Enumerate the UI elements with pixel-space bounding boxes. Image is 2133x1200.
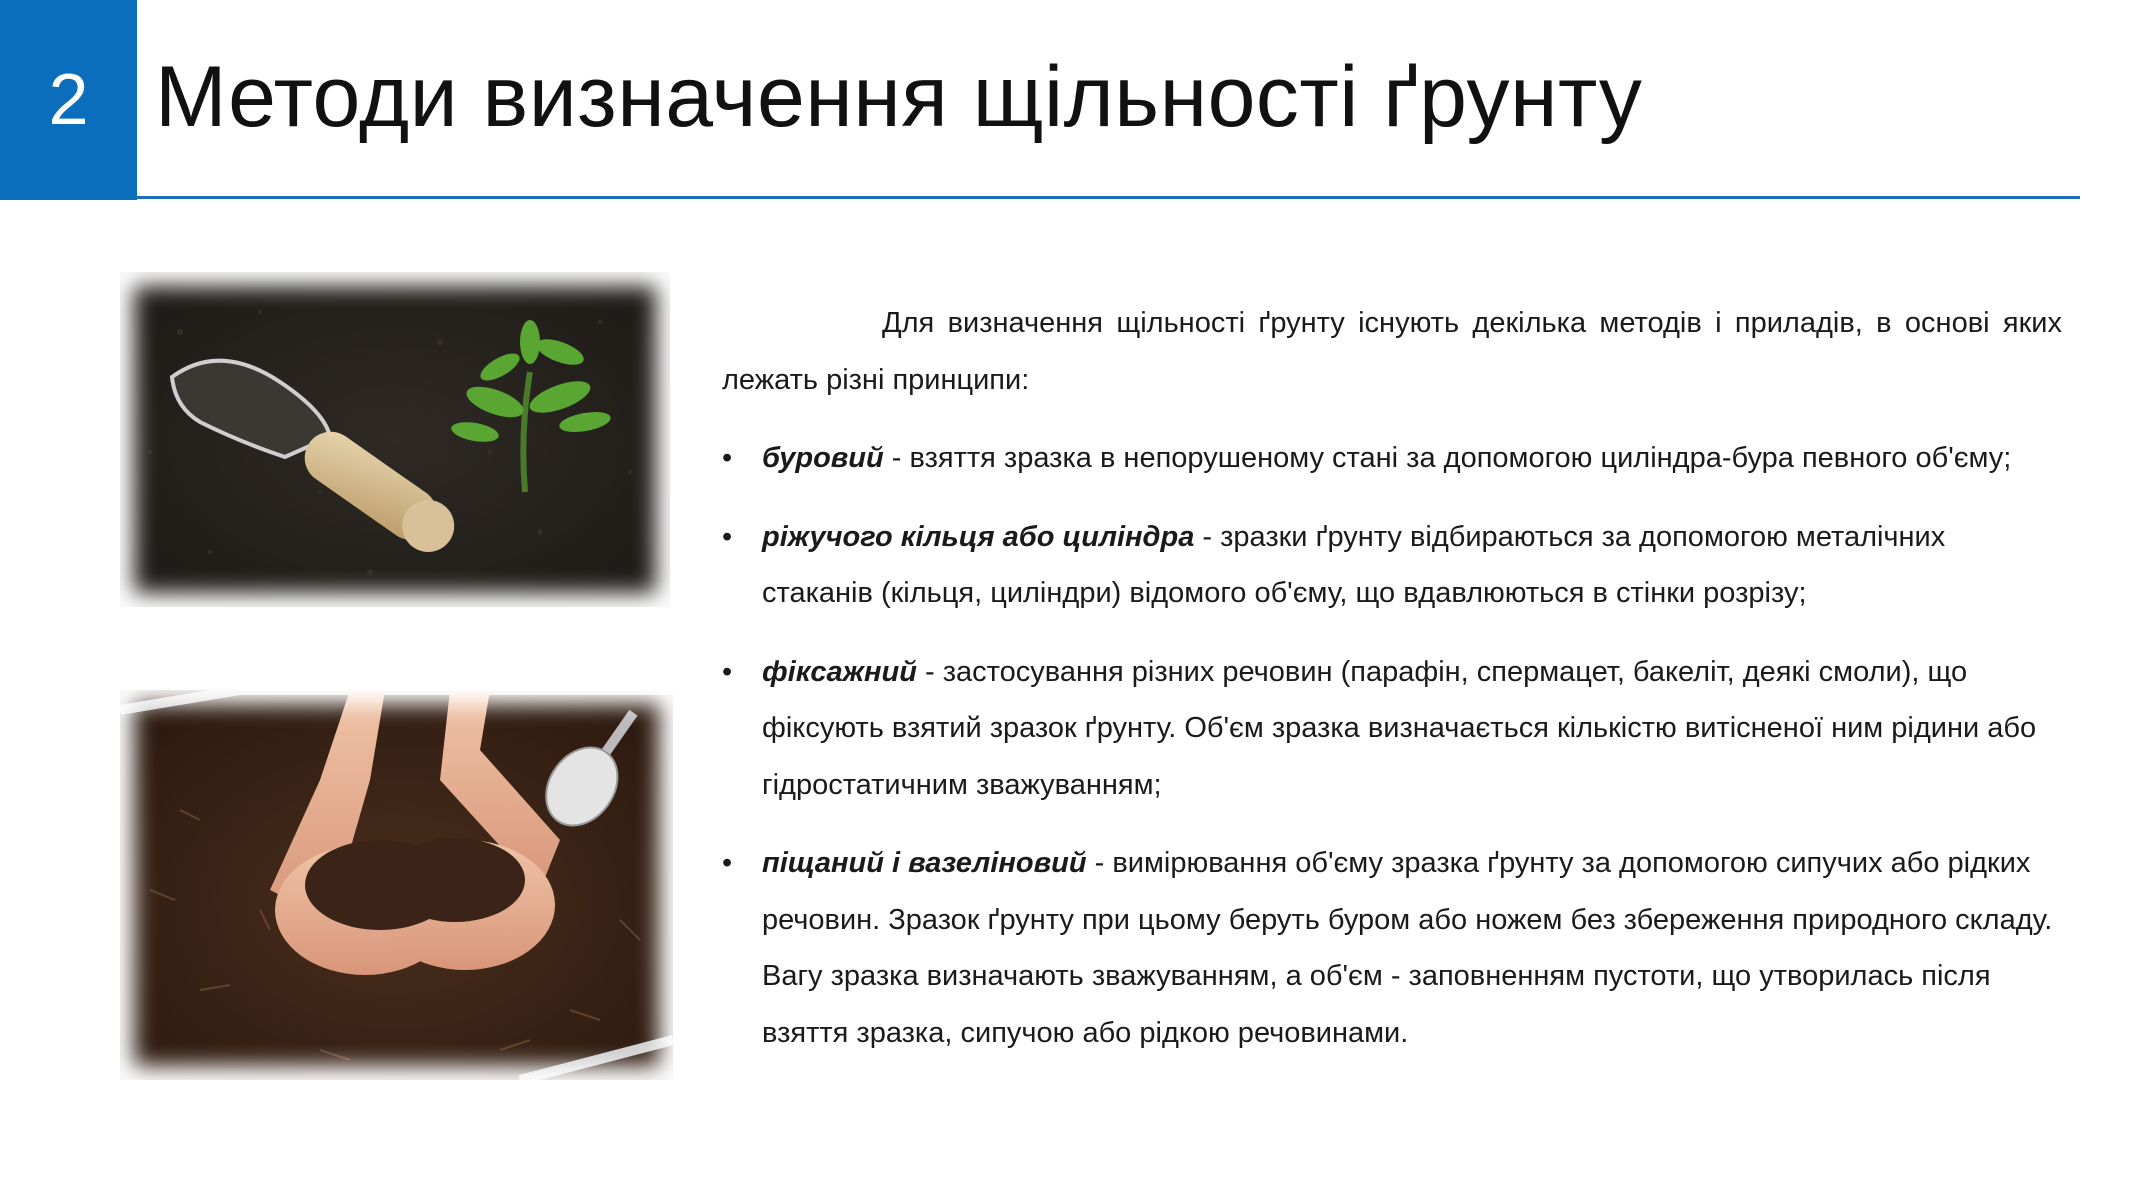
- intro-paragraph: Для визначення щільності ґрунту існують декілька методів і приладів, в основі яких лежать різні принципи:: [722, 307, 2062, 396]
- bullet-icon: •: [722, 520, 733, 553]
- soil-trowel-seedling-image: [120, 272, 670, 607]
- list-item: [722, 644, 2062, 814]
- methods-list: [722, 430, 2062, 1061]
- method-term: ріжучого кільця або циліндра: [762, 520, 1195, 553]
- list-item: [722, 835, 2062, 1061]
- slide-number: 2: [48, 60, 89, 140]
- hands-holding-soil-image: [120, 690, 673, 1080]
- bullet-icon: •: [722, 847, 733, 879]
- bullet-icon: •: [722, 655, 733, 688]
- list-item: [722, 430, 2062, 487]
- method-description: - вимірювання об'єму зразка ґрунту за допомогою сипучих або рідких речовин. Зразок ґрунту при цьому беруть буром або ножем без збереження природного складу. Вагу зразка визначають зважуванням, а об'єм - заповненням пустоти, що утворилась після взяття зразка, сипучою або рідкою речовинами.: [762, 847, 2053, 1049]
- method-term: фіксажний: [762, 655, 917, 688]
- slide-number-box: [0, 0, 137, 200]
- method-description: - взяття зразка в непорушеному стані за допомогою циліндра-бура певного об'єму;: [883, 442, 2012, 474]
- method-description: - зразки ґрунту відбираються за допомогою металічних стаканів (кільця, циліндри) відомого об'єму, що вдавлюються в стінки розрізу;: [762, 520, 1946, 609]
- method-term: буровий: [762, 442, 884, 474]
- slide-title: Методи визначення щільності ґрунту: [155, 49, 1643, 145]
- bullet-icon: •: [722, 442, 733, 474]
- method-term: піщаний і вазеліновий: [762, 847, 1087, 879]
- title-underline: [137, 196, 2080, 199]
- methods-text-block: [722, 295, 2062, 1083]
- method-description: - застосування різних речовин (парафін, спермацет, бакеліт, деякі смоли), що фіксують взятий зразок ґрунту. Об'єм зразка визначається кількістю витісненої ним рідини або гідростатичним зважуванням;: [762, 655, 2037, 801]
- list-item: [722, 509, 2062, 622]
